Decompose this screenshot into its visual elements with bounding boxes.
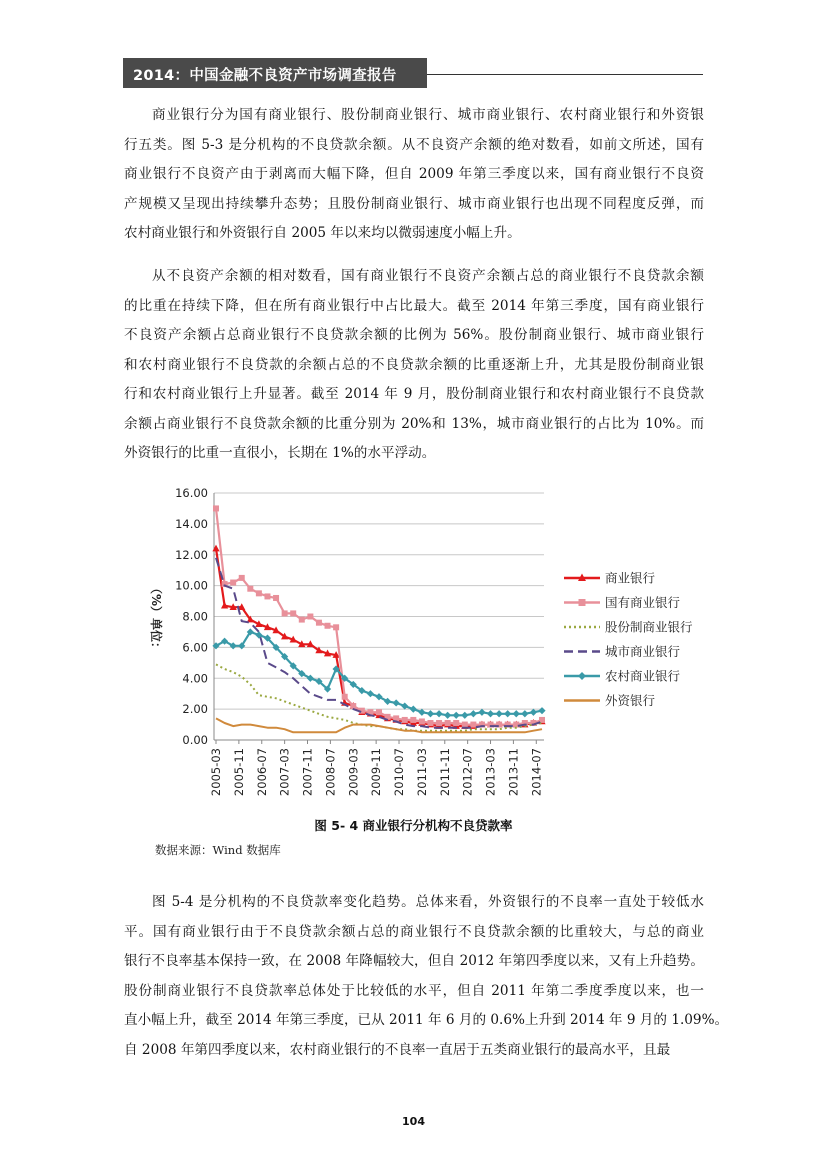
data-point bbox=[470, 722, 476, 728]
data-point bbox=[230, 580, 236, 586]
data-point bbox=[419, 718, 425, 724]
paragraph-line: 商业银行不良资产由于剥离而大幅下降，但自 2009 年第三季度以来，国有商业银行不良资 bbox=[124, 166, 704, 182]
data-point bbox=[402, 717, 408, 723]
data-point bbox=[470, 710, 477, 717]
paragraph-3 bbox=[124, 888, 729, 1065]
data-point bbox=[427, 720, 433, 726]
data-point bbox=[418, 709, 425, 716]
y-tick-label: 6.00 bbox=[182, 640, 208, 655]
data-point bbox=[401, 702, 408, 709]
data-point bbox=[213, 505, 219, 511]
legend-label: 城市商业银行 bbox=[605, 644, 681, 659]
data-point bbox=[290, 610, 296, 616]
data-point bbox=[273, 595, 279, 601]
paragraph-line: 自 2008 年第四季度以来，农村商业银行的不良率一直居于五类商业银行的最高水平，且最 bbox=[124, 1041, 671, 1058]
page-number: 104 bbox=[402, 1115, 425, 1128]
data-point bbox=[212, 545, 219, 552]
y-tick-label: 4.00 bbox=[182, 671, 208, 686]
y-tick-label: 16.00 bbox=[175, 486, 208, 500]
data-point bbox=[325, 623, 331, 629]
data-point bbox=[496, 710, 503, 717]
data-point bbox=[410, 717, 416, 723]
data-point bbox=[453, 720, 459, 726]
data-point bbox=[342, 694, 348, 700]
paragraph-line: 外资银行的比重一直很小，长期在 1%的水平浮动。 bbox=[124, 445, 436, 461]
legend-label: 股份制商业银行 bbox=[605, 619, 693, 635]
data-point bbox=[367, 690, 374, 697]
y-axis-label: （%）单位： bbox=[149, 581, 163, 655]
x-tick-label: 2005-11 bbox=[231, 748, 246, 797]
paragraph-line: 农村商业银行和外资银行自 2005 年以来均以微弱速度小幅上升。 bbox=[124, 225, 521, 241]
paragraph-line: 不良资产余额占总商业银行不良贷款余额的比例为 56%。股份制商业银行、城市商业银行 bbox=[124, 327, 704, 343]
data-point bbox=[461, 712, 468, 719]
running-header-title: 2014：中国金融不良资产市场调查报告 bbox=[133, 68, 397, 84]
data-point bbox=[282, 610, 288, 616]
data-point bbox=[530, 709, 537, 716]
figure-caption: 图 5- 4 商业银行分机构不良贷款率 bbox=[314, 818, 513, 833]
paragraph-2 bbox=[124, 262, 704, 469]
series-line-3 bbox=[216, 558, 542, 728]
legend-label: 国有商业银行 bbox=[605, 595, 681, 610]
legend-label: 农村商业银行 bbox=[605, 668, 681, 684]
x-tick-label: 2011-11 bbox=[437, 748, 452, 797]
data-point bbox=[462, 722, 468, 728]
x-tick-label: 2011-03 bbox=[414, 748, 429, 797]
paragraph-1 bbox=[124, 101, 704, 249]
y-tick-label: 0.00 bbox=[182, 733, 208, 747]
data-point bbox=[444, 712, 451, 719]
x-tick-label: 2013-11 bbox=[506, 748, 521, 797]
data-point bbox=[307, 614, 313, 620]
y-tick-label: 12.00 bbox=[175, 547, 208, 562]
y-tick-label: 8.00 bbox=[182, 609, 208, 624]
paragraph-line: 股份制商业银行不良贷款率总体处于比较低的水平，但自 2011 年第二季度季度以来，也一 bbox=[124, 982, 704, 999]
data-point bbox=[393, 699, 400, 706]
data-point bbox=[247, 586, 253, 592]
paragraph-line: 行五类。图 5-3 是分机构的不良贷款余额。从不良资产余额的绝对数看，如前文所述，国有 bbox=[124, 136, 704, 153]
paragraph-line: 商业银行分为国有商业银行、股份制商业银行、城市商业银行、农村商业银行和外资银 bbox=[152, 107, 704, 123]
x-tick-label: 2009-03 bbox=[346, 748, 361, 797]
paragraph-line: 和农村商业银行不良贷款的余额占总的不良贷款余额的比重逐渐上升，尤其是股份制商业银 bbox=[124, 356, 704, 373]
data-point bbox=[239, 575, 245, 581]
paragraph-line: 的比重在持续下降，但在所有商业银行中占比最大。截至 2014 年第三季度，国有商业银行 bbox=[124, 297, 704, 314]
legend-label: 商业银行 bbox=[605, 570, 656, 586]
data-point bbox=[264, 593, 270, 599]
data-point bbox=[333, 624, 339, 630]
x-tick-label: 2013-03 bbox=[483, 748, 498, 797]
paragraph-line: 从不良资产余额的相对数看，国有商业银行不良资产余额占总的商业银行不良贷款余额 bbox=[152, 268, 704, 284]
data-point bbox=[410, 706, 417, 713]
data-source-note: 数据来源：Wind 数据库 bbox=[155, 843, 281, 857]
paragraph-line: 行和农村商业银行上升显著。截至 2014 年 9 月，股份制商业银行和农村商业银行不良贷款 bbox=[124, 386, 704, 402]
x-tick-label: 2008-07 bbox=[323, 748, 338, 797]
legend-marker bbox=[579, 599, 586, 606]
paragraph-line: 图 5-4 是分机构的不良贷款率变化趋势。总体来看，外资银行的不良率一直处于较低水 bbox=[152, 894, 704, 910]
paragraph-line: 银行不良率基本保持一致，在 2008 年降幅较大，但自 2012 年第四季度以来，又有上升趋势。 bbox=[124, 953, 704, 969]
y-tick-label: 14.00 bbox=[175, 516, 208, 531]
data-point bbox=[521, 710, 528, 717]
series-line-4 bbox=[216, 632, 542, 715]
data-point bbox=[478, 709, 485, 716]
data-point bbox=[427, 710, 434, 717]
data-point bbox=[435, 710, 442, 717]
data-point bbox=[538, 707, 545, 714]
x-tick-label: 2010-07 bbox=[392, 748, 407, 797]
x-tick-label: 2012-07 bbox=[460, 748, 475, 797]
header-rule bbox=[427, 74, 703, 75]
data-point bbox=[316, 620, 322, 626]
paragraph-line: 产规模又呈现出持续攀升态势；且股份制商业银行、城市商业银行也出现不同程度反弹，而 bbox=[124, 195, 704, 212]
paragraph-line: 余额占商业银行不良贷款余额的比重分别为 20%和 13%，城市商业银行的占比为 10%。而 bbox=[124, 415, 704, 432]
x-tick-label: 2007-11 bbox=[300, 748, 315, 797]
x-tick-label: 2014-07 bbox=[529, 748, 544, 797]
legend-label: 外资银行 bbox=[605, 693, 656, 708]
x-tick-label: 2006-07 bbox=[254, 748, 269, 797]
legend-marker bbox=[578, 672, 586, 680]
data-point bbox=[299, 617, 305, 623]
data-point bbox=[513, 710, 520, 717]
data-point bbox=[376, 709, 382, 715]
npl-ratio-chart bbox=[140, 478, 720, 823]
data-point bbox=[487, 710, 494, 717]
data-point bbox=[256, 590, 262, 596]
y-tick-label: 2.00 bbox=[182, 702, 208, 717]
y-tick-label: 10.00 bbox=[175, 578, 208, 593]
paragraph-line: 平。国有商业银行由于不良贷款余额占总的商业银行不良贷款余额的比重较大，与总的商业 bbox=[124, 923, 704, 940]
data-point bbox=[453, 712, 460, 719]
x-tick-label: 2007-03 bbox=[277, 748, 292, 797]
paragraph-line: 直小幅上升，截至 2014 年第三季度，已从 2011 年 6 月的 0.6%上升到 2014 年 9 月的 1.09%。 bbox=[124, 1012, 729, 1028]
data-point bbox=[445, 720, 451, 726]
chart-svg bbox=[140, 478, 720, 823]
x-tick-label: 2005-03 bbox=[209, 748, 223, 797]
data-point bbox=[436, 720, 442, 726]
x-tick-label: 2009-11 bbox=[369, 748, 384, 797]
data-point bbox=[504, 710, 511, 717]
